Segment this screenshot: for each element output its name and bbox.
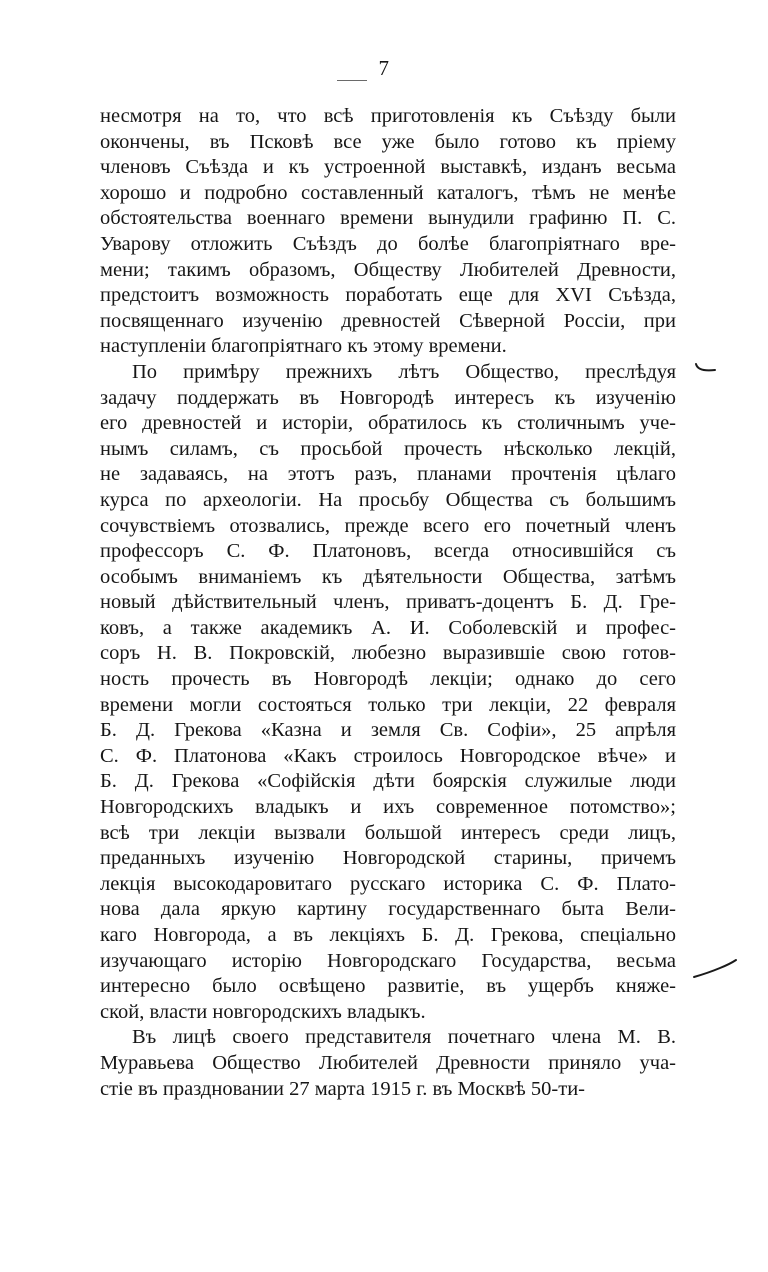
text-line: окончены, въ Псковѣ все уже было готово къ пріему: [100, 130, 676, 153]
text-line: изучающаго исторію Новгородскаго Государства, весьма: [100, 949, 676, 972]
text-line: задачу поддержать въ Новгородѣ интересъ къ изученію: [100, 386, 676, 409]
text-line: несмотря на то, что всѣ приготовленія къ Съѣзду были: [100, 105, 676, 127]
text-line: новый дѣйствительный членъ, приватъ-доцентъ Б. Д. Гре-: [100, 591, 676, 614]
text-line: особымъ вниманіемъ къ дѣятельности Общества, затѣмъ: [100, 565, 676, 588]
text-line: наступленіи благопріятнаго къ этому времени.: [100, 335, 507, 358]
text-line: обстоятельства военнаго времени вынудили графиню П. С.: [100, 207, 676, 230]
margin-pencil-mark: [694, 362, 718, 376]
paragraph: [100, 1025, 676, 1102]
page-body-text: [100, 104, 676, 1102]
text-line: профессоръ С. Ф. Платоновъ, всегда относившійся съ: [100, 540, 676, 563]
text-line: каго Новгорода, а въ лекціяхъ Б. Д. Грекова, спеціально: [100, 924, 676, 946]
text-line: лекція высокодаровитаго русскаго историка С. Ф. Плато-: [100, 872, 676, 895]
text-line: ковъ, а также академикъ А. И. Соболевскій и профес-: [100, 616, 676, 639]
text-line: времени могли состояться только три лекціи, 22 февраля: [100, 693, 676, 716]
text-line: интересно было освѣщено развитіе, въ ущербъ княже-: [100, 975, 676, 998]
text-line: курса по археологіи. На просьбу Общества съ большимъ: [100, 488, 676, 511]
text-line: ность прочесть въ Новгородѣ лекціи; однако до сего: [100, 668, 676, 691]
text-line: стіе въ праздновании 27 марта 1915 г. въ Москвѣ 50-ти-: [100, 1077, 586, 1100]
text-line: соръ Н. В. Покровскій, любезно выразившіе свою готов-: [100, 642, 676, 665]
text-line: Въ лицѣ своего представителя почетнаго члена М. В.: [132, 1026, 676, 1049]
text-line: сочувствіемъ отозвались, прежде всего его почетный членъ: [100, 514, 676, 537]
text-line: мени; такимъ образомъ, Обществу Любителей Древности,: [100, 258, 676, 281]
text-line: посвященнаго изученію древностей Сѣверной Россіи, при: [100, 309, 676, 332]
text-line: его древностей и исторіи, обратилось къ столичнымъ уче-: [100, 412, 676, 435]
text-line: нымъ силамъ, съ просьбой прочесть нѣсколько лекцій,: [100, 437, 676, 460]
text-line: ской, власти новгородскихъ владыкъ.: [100, 1000, 426, 1023]
paragraph: [100, 360, 676, 1025]
text-line: Новгородскихъ владыкъ и ихъ современное потомство»;: [100, 796, 676, 819]
text-line: Муравьева Общество Любителей Древности приняло уча-: [100, 1051, 676, 1074]
text-line: всѣ три лекціи вызвали большой интересъ среди лицъ,: [100, 821, 676, 844]
text-line: членовъ Съѣзда и къ устроенной выставкѣ, изданъ весьма: [100, 156, 676, 179]
text-line: С. Ф. Платонова «Какъ строилось Новгородское вѣче» и: [100, 744, 676, 767]
text-line: предстоитъ возможность поработать еще для XVI Съѣзда,: [100, 284, 676, 307]
text-line: По примѣру прежнихъ лѣтъ Общество, преслѣдуя: [132, 360, 676, 383]
text-line: Уварову отложить Съѣздъ до болѣе благопріятнаго вре-: [100, 232, 676, 255]
text-line: хорошо и подробно составленный каталогъ, тѣмъ не менѣе: [100, 181, 676, 204]
margin-pencil-mark: [692, 958, 738, 980]
text-line: преданныхъ изученію Новгородской старины, причемъ: [100, 847, 676, 870]
paragraph: [100, 104, 676, 360]
text-line: Б. Д. Грекова «Софійскія дѣти боярскія служилые люди: [100, 770, 676, 793]
text-line: Б. Д. Грекова «Казна и земля Св. Софіи», 25 апрѣля: [100, 719, 676, 742]
text-line: нова дала яркую картину государственнаго быта Вели-: [100, 898, 676, 921]
text-line: не задаваясь, на этотъ разъ, планами прочтенія цѣлаго: [100, 463, 676, 486]
page-number: 7: [378, 56, 390, 80]
page-number-underline: [337, 80, 367, 81]
